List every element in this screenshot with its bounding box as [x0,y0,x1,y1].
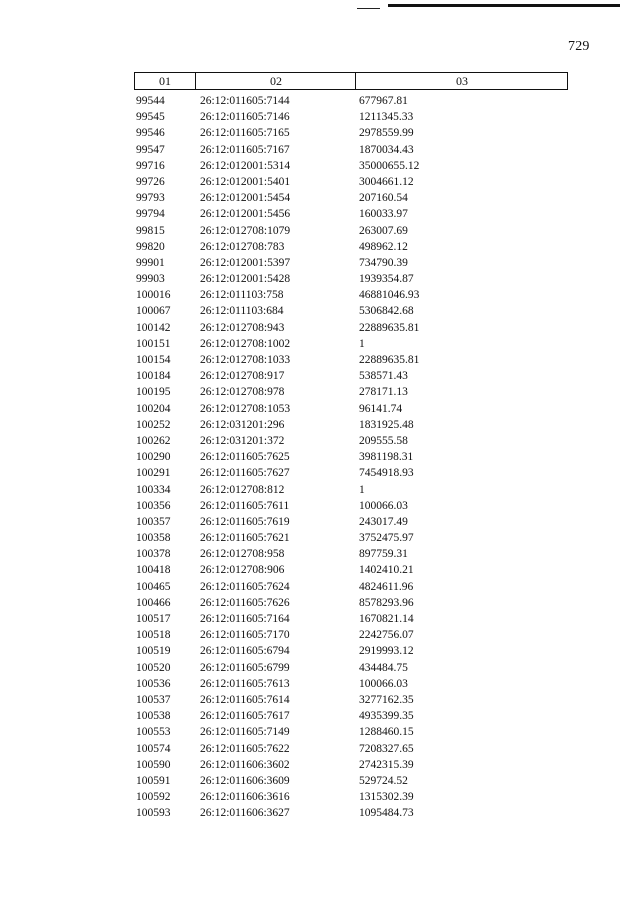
header-col-02: 02 [195,73,356,89]
data-table [134,72,568,821]
table-row [134,498,568,514]
cell-value: 1670821.14 [359,613,414,625]
table-row [134,125,568,141]
cell-value: 160033.97 [359,208,408,221]
table-row [134,109,568,125]
cell-id: 99901 [136,256,165,269]
cell-id: 100466 [136,596,171,609]
cell-id: 100378 [136,548,171,561]
cell-id: 99546 [136,127,165,140]
cell-value: 1939354.87 [359,273,414,286]
cell-cadastral-number: 26:12:011606:3609 [200,774,290,787]
cell-cadastral-number: 26:12:011605:7624 [200,580,290,593]
cell-value: 3277162.35 [359,693,414,706]
cell-value: 1870034.43 [359,143,414,156]
table-row [134,239,568,255]
cell-cadastral-number: 26:12:012708:1053 [200,402,291,415]
cell-cadastral-number: 26:12:012708:1002 [200,337,291,350]
table-row [134,368,568,384]
table-row [134,530,568,546]
cell-id: 99716 [136,159,165,172]
top-rule-thick [388,4,620,7]
cell-id: 99544 [136,95,165,107]
table-row [134,465,568,481]
table-row [134,320,568,336]
cell-cadastral-number: 26:12:011605:7627 [200,467,290,480]
cell-cadastral-number: 26:12:031201:296 [200,418,285,431]
cell-id: 100358 [136,532,171,545]
cell-cadastral-number: 26:12:012708:1079 [200,224,291,237]
cell-cadastral-number: 26:12:012708:783 [200,240,285,253]
table-row [134,482,568,498]
cell-id: 100357 [136,515,171,528]
cell-value: 243017.49 [359,515,408,528]
cell-value: 46881046.93 [359,289,420,302]
cell-id: 99793 [136,192,165,205]
cell-cadastral-number: 26:12:012708:812 [200,483,285,496]
cell-cadastral-number: 26:12:012708:978 [200,386,285,399]
cell-cadastral-number: 26:12:011606:3602 [200,758,290,771]
cell-id: 99545 [136,111,165,124]
cell-value: 2978559.99 [359,127,414,140]
cell-id: 100204 [136,402,171,415]
table-row [134,174,568,190]
cell-value: 3752475.97 [359,532,414,545]
cell-value: 897759.31 [359,548,408,561]
cell-cadastral-number: 26:12:011605:6794 [200,645,290,658]
cell-value: 96141.74 [359,402,403,415]
cell-id: 99815 [136,224,165,237]
cell-cadastral-number: 26:12:011605:7625 [200,451,290,464]
table-row [134,773,568,789]
cell-cadastral-number: 26:12:011605:7619 [200,515,290,528]
table-row [134,789,568,805]
cell-cadastral-number: 26:12:011605:7621 [200,532,290,545]
cell-value: 22889635.81 [359,354,420,366]
cell-id: 100536 [136,677,171,690]
cell-value: 7454918.93 [359,467,414,480]
cell-cadastral-number: 26:12:011605:7164 [200,613,290,625]
cell-cadastral-number: 26:12:011606:3616 [200,791,290,804]
table-row [134,708,568,724]
table-row [134,595,568,611]
cell-value: 1 [359,337,365,350]
cell-cadastral-number: 26:12:011605:7146 [200,111,290,124]
cell-id: 100591 [136,774,171,787]
table-row [134,692,568,708]
cell-id: 100590 [136,758,171,771]
table-row [134,449,568,465]
cell-id: 100290 [136,451,171,464]
cell-id: 100334 [136,483,171,496]
cell-value: 5306842.68 [359,305,414,318]
cell-id: 100520 [136,661,171,674]
cell-cadastral-number: 26:12:012708:958 [200,548,285,561]
cell-cadastral-number: 26:12:012001:5397 [200,256,291,269]
table-row [134,805,568,821]
cell-id: 99726 [136,175,165,188]
table-row [134,627,568,643]
cell-cadastral-number: 26:12:012001:5456 [200,208,291,221]
cell-cadastral-number: 26:12:011103:684 [200,305,284,318]
cell-cadastral-number: 26:12:012001:5314 [200,159,291,172]
cell-value: 7208327.65 [359,742,414,755]
cell-id: 100518 [136,629,171,642]
cell-value: 263007.69 [359,224,408,237]
table-row [134,643,568,659]
page-number: 729 [568,39,590,54]
table-row [134,255,568,271]
cell-value: 3981198.31 [359,451,414,464]
cell-id: 99903 [136,273,165,286]
cell-cadastral-number: 26:12:011605:7617 [200,710,290,723]
table-row [134,724,568,740]
cell-id: 100184 [136,370,171,383]
table-row [134,562,568,578]
cell-cadastral-number: 26:12:012001:5428 [200,273,291,286]
table-row [134,223,568,239]
table-row [134,142,568,158]
cell-value: 278171.13 [359,386,408,399]
cell-id: 100142 [136,321,171,334]
cell-value: 22889635.81 [359,321,420,334]
header-col-03: 03 [355,73,568,89]
cell-value: 1095484.73 [359,807,414,820]
table-row [134,417,568,433]
table-row [134,93,568,109]
table-row [134,271,568,287]
cell-cadastral-number: 26:12:011605:7165 [200,127,290,140]
cell-id: 100538 [136,710,171,723]
table-row [134,514,568,530]
cell-value: 2919993.12 [359,645,414,658]
cell-cadastral-number: 26:12:012708:917 [200,370,285,383]
cell-cadastral-number: 26:12:011605:7613 [200,677,290,690]
cell-value: 1 [359,483,365,496]
table-row [134,287,568,303]
cell-value: 529724.52 [359,774,408,787]
cell-id: 100151 [136,337,171,350]
table-header [134,72,568,90]
table-row [134,611,568,627]
cell-value: 1315302.39 [359,791,414,804]
cell-value: 677967.81 [359,95,408,107]
cell-value: 434484.75 [359,661,408,674]
cell-cadastral-number: 26:12:011605:7149 [200,726,290,739]
cell-id: 100291 [136,467,171,480]
cell-value: 100066.03 [359,499,408,512]
cell-value: 2742315.39 [359,758,414,771]
cell-cadastral-number: 26:12:031201:372 [200,434,285,447]
cell-id: 100356 [136,499,171,512]
cell-value: 3004661.12 [359,175,414,188]
table-row [134,433,568,449]
cell-id: 100537 [136,693,171,706]
table-row [134,352,568,368]
cell-value: 1831925.48 [359,418,414,431]
cell-id: 100195 [136,386,171,399]
cell-value: 498962.12 [359,240,408,253]
cell-value: 4935399.35 [359,710,414,723]
table-row [134,757,568,773]
cell-cadastral-number: 26:12:011606:3627 [200,807,290,820]
cell-value: 1402410.21 [359,564,414,577]
cell-id: 100418 [136,564,171,577]
cell-id: 100016 [136,289,171,302]
cell-cadastral-number: 26:12:011605:6799 [200,661,290,674]
table-row [134,336,568,352]
cell-cadastral-number: 26:12:012001:5454 [200,192,291,205]
cell-value: 100066.03 [359,677,408,690]
cell-value: 1211345.33 [359,111,414,124]
cell-cadastral-number: 26:12:011605:7611 [200,499,290,512]
cell-id: 100574 [136,742,171,755]
cell-id: 100592 [136,791,171,804]
table-row [134,579,568,595]
cell-value: 1288460.15 [359,726,414,739]
cell-cadastral-number: 26:12:012708:906 [200,564,285,577]
cell-value: 2242756.07 [359,629,414,642]
table-row [134,676,568,692]
table-row [134,190,568,206]
cell-value: 4824611.96 [359,580,414,593]
cell-value: 35000655.12 [359,159,420,172]
table-row [134,206,568,222]
cell-id: 100262 [136,434,171,447]
cell-id: 99820 [136,240,165,253]
cell-value: 207160.54 [359,192,408,205]
table-row [134,660,568,676]
cell-id: 100519 [136,645,171,658]
cell-id: 99794 [136,208,165,221]
cell-id: 100465 [136,580,171,593]
cell-cadastral-number: 26:12:012001:5401 [200,175,291,188]
cell-id: 100252 [136,418,171,431]
cell-id: 100553 [136,726,171,739]
cell-id: 100593 [136,807,171,820]
table-body [134,93,568,821]
cell-cadastral-number: 26:12:012708:1033 [200,354,291,366]
table-row [134,741,568,757]
table-row [134,546,568,562]
cell-id: 99547 [136,143,165,156]
top-rule-thin [357,8,380,9]
cell-cadastral-number: 26:12:011605:7614 [200,693,290,706]
cell-cadastral-number: 26:12:011103:758 [200,289,284,302]
table-row [134,158,568,174]
header-col-01: 01 [159,74,171,88]
cell-cadastral-number: 26:12:011605:7170 [200,629,290,642]
cell-id: 100154 [136,354,171,366]
cell-value: 8578293.96 [359,596,414,609]
cell-value: 538571.43 [359,370,408,383]
cell-cadastral-number: 26:12:012708:943 [200,321,285,334]
cell-cadastral-number: 26:12:011605:7144 [200,95,290,107]
table-row [134,303,568,319]
cell-cadastral-number: 26:12:011605:7167 [200,143,290,156]
table-row [134,384,568,400]
cell-value: 734790.39 [359,256,408,269]
cell-cadastral-number: 26:12:011605:7626 [200,596,290,609]
table-row [134,401,568,417]
cell-cadastral-number: 26:12:011605:7622 [200,742,290,755]
cell-id: 100067 [136,305,171,318]
cell-id: 100517 [136,613,171,625]
cell-value: 209555.58 [359,434,408,447]
